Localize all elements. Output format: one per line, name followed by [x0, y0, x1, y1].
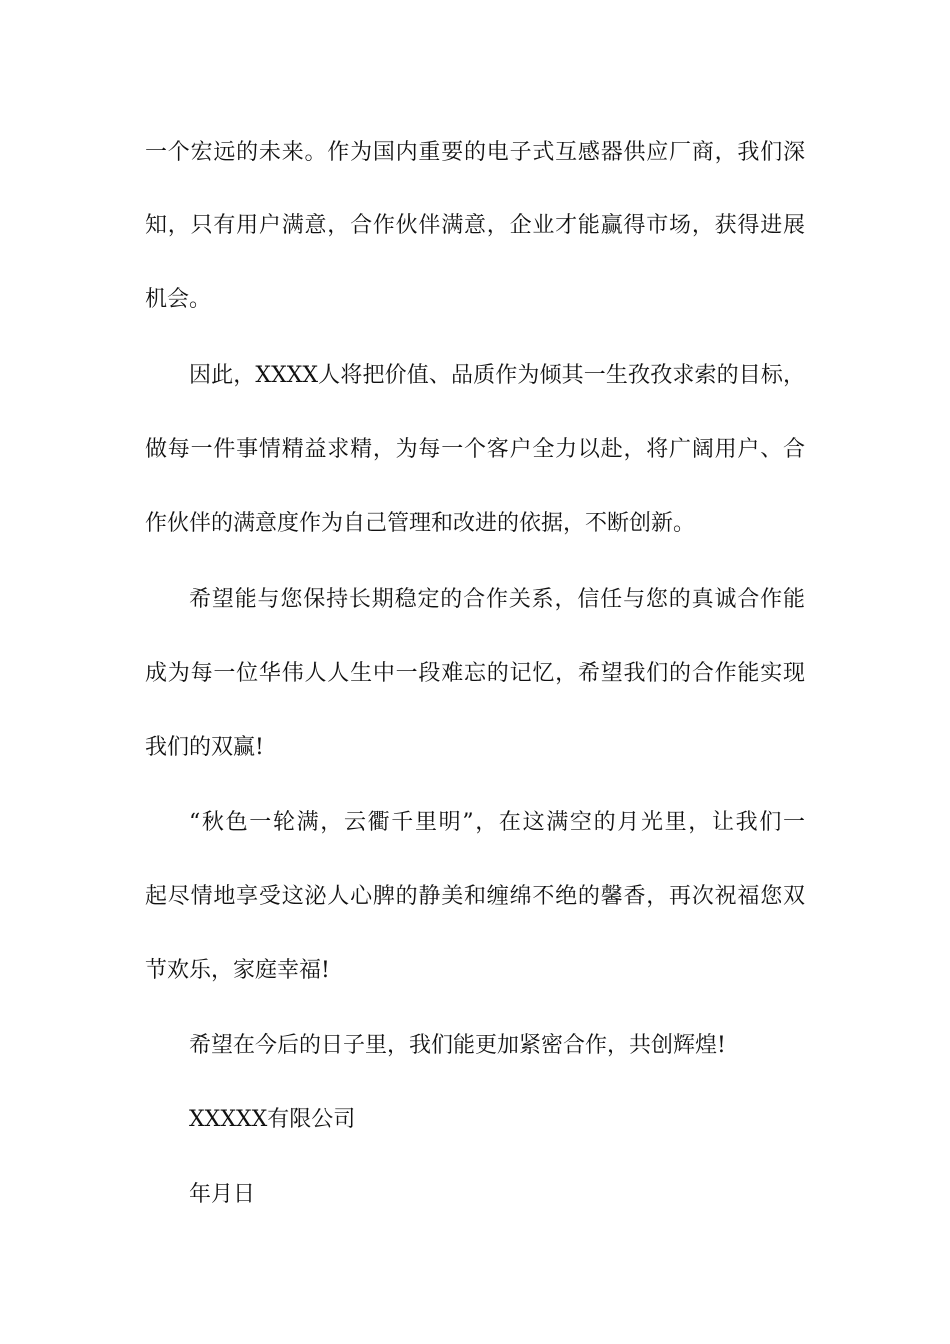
paragraph-line: 知，只有用户满意，合作伙伴满意，企业才能赢得市场，获得进展 [145, 213, 805, 238]
paragraph-line: 机会。 [145, 287, 212, 312]
paragraph-line: 希望能与您保持长期稳定的合作关系，信任与您的真诚合作能 [189, 587, 805, 612]
paragraph-line: “秋色一轮满，云衢千里明”，在这满空的月光里，让我们一 [189, 810, 805, 835]
paragraph-line: 起尽情地享受这泌人心脾的静美和缠绵不绝的馨香，再次祝福您双 [145, 884, 805, 909]
paragraph-line: 一个宏远的未来。作为国内重要的电子式互感器供应厂商，我们深 [145, 140, 805, 165]
paragraph-line: 做每一件事情精益求精，为每一个客户全力以赴，将广阔用户、合 [145, 437, 805, 462]
paragraph-line: 节欢乐，家庭幸福! [145, 958, 330, 983]
paragraph-line: 我们的双赢! [145, 735, 264, 760]
company-signature: XXXXX有限公司 [189, 1107, 356, 1132]
signature-date: 年月日 [189, 1182, 256, 1207]
paragraph-line: 作伙伴的满意度作为自己管理和改进的依据，不断创新。 [145, 511, 696, 536]
paragraph-line: 成为每一位华伟人人生中一段难忘的记忆，希望我们的合作能实现 [145, 661, 805, 686]
paragraph-line: 因此，XXXX人将把价值、品质作为倾其一生孜孜求索的目标， [189, 363, 805, 388]
closing-line: 希望在今后的日子里，我们能更加紧密合作，共创辉煌! [189, 1033, 726, 1058]
